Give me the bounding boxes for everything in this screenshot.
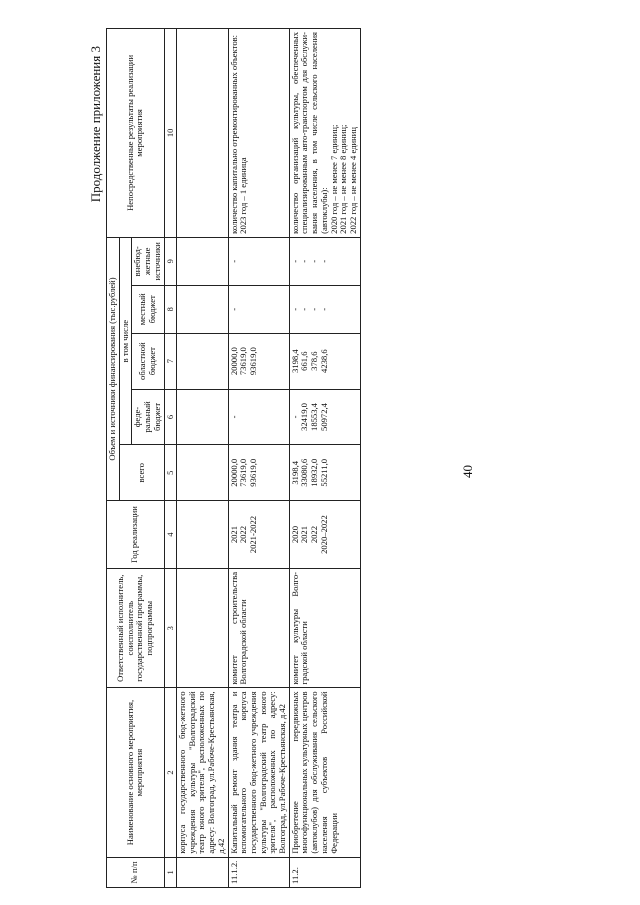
row-local (228, 285, 289, 333)
row-name: Приобретение передвижных многофункциональных культурных центров (автоклубов) для обслуживания сельского населения субъектов Российской Федерации (289, 688, 360, 857)
row-extra (228, 237, 289, 285)
row-regional (228, 333, 289, 389)
column-number: 3 (164, 568, 176, 687)
row-years-value: 2022 (238, 525, 249, 544)
row-federal (228, 389, 289, 445)
row-federal-value: - (289, 415, 300, 419)
table-body (177, 29, 361, 888)
table-row (177, 29, 229, 888)
row-regional-value: 4238,6 (318, 349, 329, 373)
row-total-value: 55211,0 (318, 458, 329, 487)
continuation-label: Продолжение приложения 3 (88, 46, 103, 203)
row-extra-value: - (309, 259, 320, 263)
row-results (177, 29, 229, 238)
row-years-value: 2020 (289, 525, 300, 544)
header-executor: Ответственный исполнитель, соисполнитель государственной программы, подпрограммы (107, 568, 165, 687)
row-regional-value: 378,6 (309, 351, 320, 371)
row-years (289, 501, 360, 569)
column-number: 8 (164, 285, 176, 333)
row-regional (289, 333, 360, 389)
header-regional: областной бюджет (132, 333, 164, 389)
row-federal-value: 32419,0 (299, 403, 310, 431)
row-regional-value: 3198,4 (289, 349, 300, 373)
row-regional-value: 20000,0 (228, 347, 239, 376)
row-total-value: 73619,0 (238, 458, 249, 487)
row-local-value: - (309, 307, 320, 311)
row-federal-value: - (228, 415, 239, 419)
row-results: количество организаций культуры, обеспеченных специализированным авто-транспортом для обслужи-вания населения, в том числе сельского населения (автоклубы): 2020 год – не менее 7 единиц; 2021 год – не менее 8 единиц; 2022 год – не менее 4 единиц (289, 29, 360, 238)
row-federal (289, 389, 360, 445)
row-extra-value: - (299, 259, 310, 263)
table-row (228, 29, 289, 888)
row-regional-value: 661,6 (299, 351, 310, 371)
row-number (177, 857, 229, 887)
header-year: Год реализации (107, 501, 165, 569)
header-extra: внебюд-жетные источники (132, 237, 164, 285)
rotated-page (62, 28, 640, 888)
row-local-value: - (318, 307, 329, 311)
column-number: 6 (164, 389, 176, 445)
row-local (177, 285, 229, 333)
row-local-value: - (299, 307, 310, 311)
program-table (106, 28, 361, 888)
column-numbers-row (164, 29, 176, 888)
row-federal (177, 389, 229, 445)
row-local-value: - (228, 307, 239, 311)
row-total-value: 33080,6 (299, 458, 310, 487)
header-funding: Объем и источники финансирования (тыс.рублей) (107, 237, 120, 500)
row-federal-value: 50972,4 (318, 403, 329, 431)
row-extra-value: - (289, 259, 300, 263)
row-executor: комитет культуры Волго-градской области (289, 568, 360, 687)
row-name: корпуса государственного бюд-жетного учреждения культуры "Волгоградский театр юного зрителя", расположенных по адресу: Волгоград, ул.Рабоче-Крестьянская, д.42 (177, 688, 229, 857)
header-total: всего (119, 445, 164, 501)
row-total-value: 18932,0 (309, 458, 320, 487)
row-executor (177, 568, 229, 687)
header-results: Непосредственные результаты реализации мероприятия (107, 29, 165, 238)
row-local (289, 285, 360, 333)
row-total-value: 93619,0 (247, 458, 258, 487)
row-local-value: - (289, 307, 300, 311)
row-number: 11.1.2. (228, 857, 289, 887)
column-number: 2 (164, 688, 176, 857)
row-years-value: 2022 (309, 525, 320, 544)
row-total-value: 3198,4 (289, 460, 300, 485)
table-row (289, 29, 360, 888)
column-number: 7 (164, 333, 176, 389)
row-years-value: 2021 (228, 525, 239, 544)
header-local: местный бюджет (132, 285, 164, 333)
row-extra (177, 237, 229, 285)
header-federal: феде-ральный бюджет (132, 389, 164, 445)
column-number: 4 (164, 501, 176, 569)
row-total (289, 445, 360, 501)
row-total (228, 445, 289, 501)
header-no: № п/п (107, 857, 165, 887)
page-number: 40 (460, 465, 475, 478)
row-years-value: 2020–2022 (318, 515, 329, 554)
column-number: 10 (164, 29, 176, 238)
row-years-value: 2021 (299, 525, 310, 544)
row-regional-value: 93619,0 (247, 347, 258, 376)
header-name: Наименование основного мероприятия, мероприятия (107, 688, 165, 857)
row-years (228, 501, 289, 569)
column-number: 1 (164, 857, 176, 887)
row-federal-value: 18553,4 (309, 403, 320, 431)
row-total-value: 20000,0 (228, 458, 239, 487)
row-regional (177, 333, 229, 389)
row-name: Капитальный ремонт здания театра и вспомогательного корпуса государственного бюд-жетного учреждения культуры "Волгоградский театр юного зрителя", расположенных по адресу: Волгоград, ул.Рабоче-Крестьянская, д.42 (228, 688, 289, 857)
row-total (177, 445, 229, 501)
row-years (177, 501, 229, 569)
row-extra-value: - (318, 259, 329, 263)
row-extra (289, 237, 360, 285)
row-results: количество капитально отремонтированных объектов: 2023 год – 1 единица (228, 29, 289, 238)
row-executor: комитет строительства Волгоградской области (228, 568, 289, 687)
row-number: 11.2. (289, 857, 360, 887)
column-number: 5 (164, 445, 176, 501)
row-regional-value: 73619,0 (238, 347, 249, 376)
header-incl: в том числе (119, 237, 132, 445)
row-extra-value: - (228, 259, 239, 263)
column-number: 9 (164, 237, 176, 285)
row-years-value: 2021-2022 (247, 515, 258, 554)
